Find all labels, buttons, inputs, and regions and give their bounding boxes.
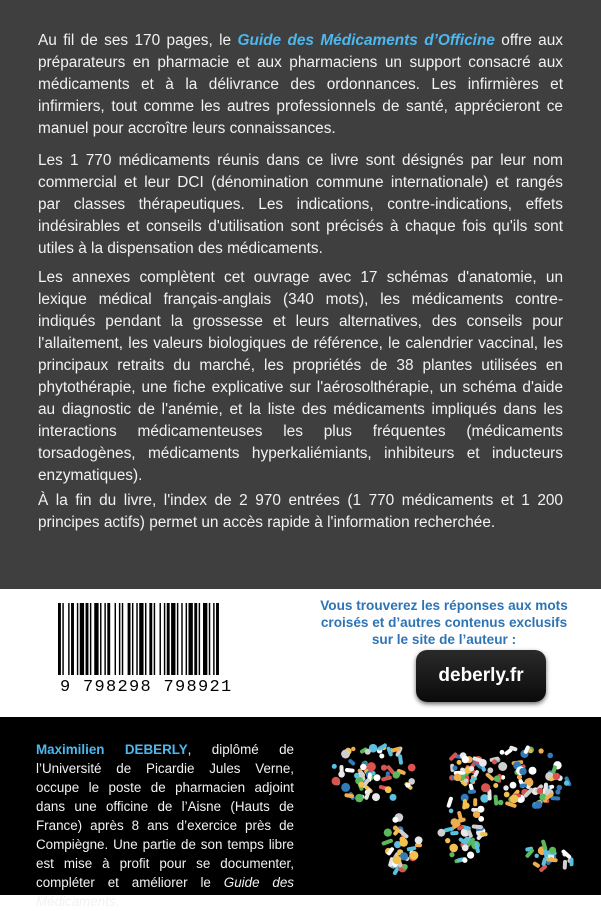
pill-dot [371,771,375,775]
pill-capsule [493,795,498,806]
pill-dot [392,817,398,823]
barcode-bar [194,603,197,675]
pill-dot [402,864,408,870]
description-paragraph-4 [38,490,563,534]
barcode-bar [199,603,200,675]
pill-dot [449,844,458,853]
barcode-bar [119,603,120,675]
barcode-bar [181,603,182,675]
barcode-bar [132,603,133,675]
barcode-bar [80,603,84,675]
book-title: Guide des Médicaments d’Officine [237,32,495,49]
pill-dot [500,750,505,755]
pill-dot [400,838,408,846]
pill-capsule [472,824,484,829]
pill-dot [374,774,381,781]
barcode-bar [167,603,170,675]
pill-capsule [480,832,488,836]
barcode-bar [58,603,61,675]
pill-dot [341,783,350,792]
description-paragraph-2 [38,150,563,260]
pill-dot [553,773,560,780]
pill-dot [332,777,341,786]
barcode-bar [77,603,78,675]
pill-dot [393,771,400,778]
para3-text: Les annexes complètent cet ouvrage avec 17 schémas d'anatomie, un lexique médical français-anglais (340 mots), les médicaments contre-indiqués pendant la grossesse et leurs alternatives, des conseils pour l'allaitement, les valeurs biologiques de référence, le calendrier vaccinal, les principaux retraits du marché, les propriétés de 38 plantes utilisées en phytothérapie, une fiche explicative sur l'aérosolthérapie, un schéma d'aide au diagnostic de l'anémie, et la liste des médicaments impliqués dans les interactions médicamenteuses les plus fréquentes (médicaments torsadogènes, médicaments hyperkaliémiants, inhibiteurs et inducteurs enzymatiques). [38,269,563,484]
pill-capsule [468,789,476,794]
pill-dot [519,768,526,775]
barcode-bar [122,603,123,675]
pill-dot [510,782,517,789]
barcode-bar [68,603,69,675]
pill-dot [529,767,537,775]
barcode-bar [203,603,207,675]
barcode-bar [139,603,143,675]
pill-dot [393,826,398,831]
pill-dot [408,764,416,772]
pill-dot [341,750,350,759]
pill-dot [539,748,544,753]
pill-capsule [364,788,372,800]
pill-dot [510,795,519,804]
pill-dot [355,794,363,802]
barcode-bar [100,603,101,675]
barcode-bar [171,603,175,675]
pill-dot [462,858,467,863]
pill-dot [504,792,510,798]
pill-capsule [398,754,403,765]
promo-line-1: Vous trouverez les réponses aux mots [320,598,568,613]
promo-text [318,597,570,648]
barcode-bar [62,603,63,675]
barcode-bar [209,603,210,675]
pill-dot [457,760,462,765]
pill-dot [453,766,458,771]
author-bio-book-title: Guide des Médicaments [36,875,294,909]
author-bio [36,740,294,911]
pill-capsule [485,772,495,782]
pill-capsule [446,796,453,808]
pill-dot [351,747,355,751]
pill-capsule [541,857,547,866]
pill-dot [449,809,454,814]
pill-capsule [381,838,393,846]
pill-dot [564,780,569,785]
barcode-bar [213,603,214,675]
para2-text: Les 1 770 médicaments réunis dans ce livre sont désignés par leur nom commercial et leur DCI (dénomination commune internationale) et rangés par classes thérapeutiques. Les indications, contre-indications, effets indésirables et conseils d'utilisation sont précisés à chaque fois qu'ils sont utiles à la dispensation des médicaments. [38,152,563,257]
promo-line-2: croisés et d’autres contenus exclusifs [320,615,568,630]
pill-dot [469,766,474,771]
author-bio-end: . [115,894,120,909]
barcode-digits: 9 798298 798921 [60,678,233,697]
pill-dot [534,801,542,809]
barcode-bar [94,603,98,675]
pill-capsule [473,798,477,806]
barcode-bar [86,603,89,675]
pill-capsule [561,849,572,860]
pill-dot [517,774,522,779]
barcode-bar [145,603,146,675]
pill-world-map-illustration [318,728,588,888]
pill-dot [390,794,397,801]
pill-dot [367,762,376,771]
pill-dot [332,764,337,769]
pill-dot [381,765,387,771]
pill-dot [549,847,556,854]
pill-dot [463,802,469,808]
pill-dot [537,788,543,794]
pill-dot [454,774,462,782]
pill-dot [535,854,539,858]
pill-dot [409,851,418,860]
barcode-bar [149,603,152,675]
pill-capsule [345,768,355,773]
pill-dot [415,836,423,844]
pill-dot [360,764,366,770]
pill-dot [449,852,454,857]
pill-dot [354,773,360,779]
barcode-bar [154,603,155,675]
barcode-bar [189,603,193,675]
pill-dot [358,782,364,788]
pill-dot [372,793,380,801]
pill-dot [462,756,469,763]
pill-dot [498,762,507,771]
pill-dot [379,754,384,759]
description-paragraph-1 [38,30,563,140]
barcode-bar [164,603,165,675]
pill-dot [478,816,484,822]
pill-dot [462,844,469,851]
barcode-bar [90,603,91,675]
para4-text: À la fin du livre, l'index de 2 970 entrées (1 770 médicaments et 1 200 principes actifs) permet un accès rapide à l'information recherchée. [38,492,563,531]
pill-dot [393,855,402,864]
para1-intro: Au fil de ses 170 pages, le [38,32,238,49]
barcode [58,603,268,675]
pill-dot [384,829,392,837]
pill-dot [464,779,468,783]
pill-capsule [450,831,459,835]
pill-dot [438,829,446,837]
author-bio-text: , diplômé de l’Université de Picardie Jules Verne, occupe le poste de pharmacien adjoint dans une officine de l’Aisne (Hauts de France) après 8 ans d’exercice près de Compiègne. Une partie de son temps libre est mise à profit pour se documenter, compléter et améliorer le [36,742,294,890]
barcode-bar [136,603,137,675]
pill-dot [445,838,450,843]
pill-dot [528,749,532,753]
barcode-bar [160,603,161,675]
pill-dot [405,783,410,788]
promo-line-3: sur le site de l’auteur : [371,632,517,647]
pill-capsule [569,857,573,866]
description-paragraph-3 [38,267,563,487]
pill-dot [473,811,480,818]
pill-dot [467,852,474,859]
pill-capsule [532,861,541,869]
barcode-bar [104,603,105,675]
pill-dot [547,753,553,759]
pill-capsule [339,765,343,775]
pill-dot [493,783,498,788]
pill-dot [492,759,497,764]
pill-dot [385,786,392,793]
barcode-bar [177,603,178,675]
barcode-bar [186,603,187,675]
barcode-bar [216,603,219,675]
barcode-bar [107,603,110,675]
barcode-bar [71,603,74,675]
pill-dot [481,783,490,792]
barcode-bar [128,603,131,675]
pill-dot [487,767,493,773]
barcode-bar [115,603,116,675]
pill-capsule [348,758,356,766]
para1-rest: offre aux préparateurs en pharmacie et aux pharmaciens un support consacré aux médicaments et à la délivrance des ordonnances. Les infirmières et infirmiers, tout comme les autres professionnels de santé, apprécieront ce manuel pour accroître leurs connaissances. [38,32,563,137]
pill-dot [498,800,504,806]
author-name: Maximilien DEBERLY [36,742,188,757]
pill-dot [557,785,563,791]
pill-dot [503,785,508,790]
pill-capsule [563,860,568,870]
pill-dot [494,775,501,782]
website-button[interactable]: deberly.fr [416,650,546,702]
pill-dot [365,749,371,755]
